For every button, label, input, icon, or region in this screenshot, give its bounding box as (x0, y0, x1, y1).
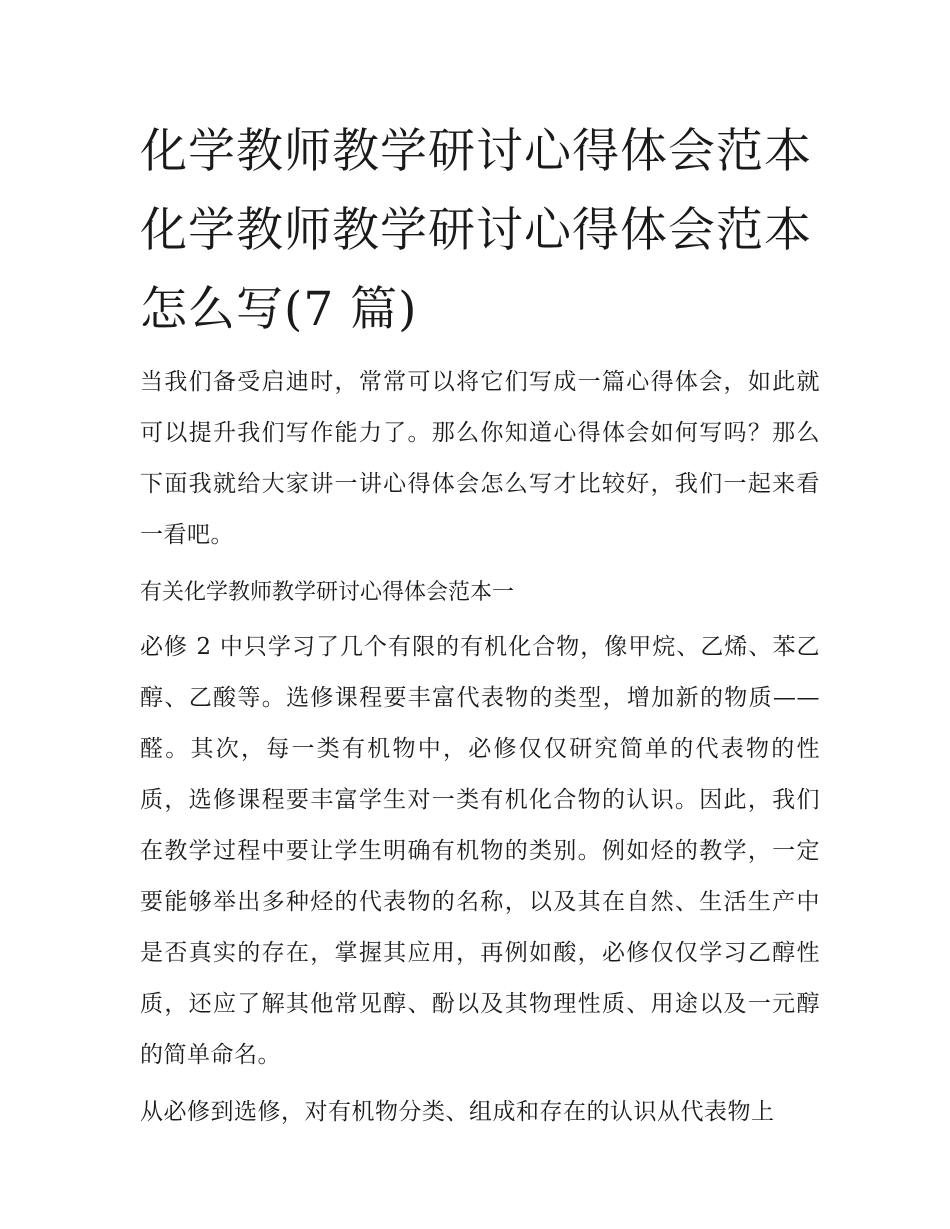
section-heading: 有关化学教师教学研讨心得体会范本一 (140, 580, 515, 605)
intro-paragraph: 当我们备受启迪时，常常可以将它们写成一篇心得体会，如此就可以提升我们写作能力了。那么你知道心得体会如何写吗？那么下面我就给大家讲一讲心得体会怎么写才比较好，我们一起来看一看吧。 (140, 369, 820, 548)
body-paragraph-1: 必修 2 中只学习了几个有限的有机化合物，像甲烷、乙烯、苯乙醇、乙酸等。选修课程要丰富代表物的类型，增加新的物质——醛。其次，每一类有机物中，必修仅仅研究简单的代表物的性质，选修课程要丰富学生对一类有机化合物的认识。因此，我们在教学过程中要让学生明确有机物的类别。例如烃的教学，一定要能够举出多种烃的代表物的名称，以及其在自然、生活生产中是否真实的存在，掌握其应用，再例如酸，必修仅仅学习乙醇性质，还应了解其他常见醇、酚以及其物理性质、用途以及一元醇的简单命名。 (140, 634, 820, 1068)
document-page (140, 112, 820, 1144)
document-title: 化学教师教学研讨心得体会范本 化学教师教学研讨心得体会范本怎么写(7 篇) (140, 124, 812, 337)
body-paragraph-2: 从必修到选修，对有机物分类、组成和存在的认识从代表物上 (140, 1099, 775, 1125)
